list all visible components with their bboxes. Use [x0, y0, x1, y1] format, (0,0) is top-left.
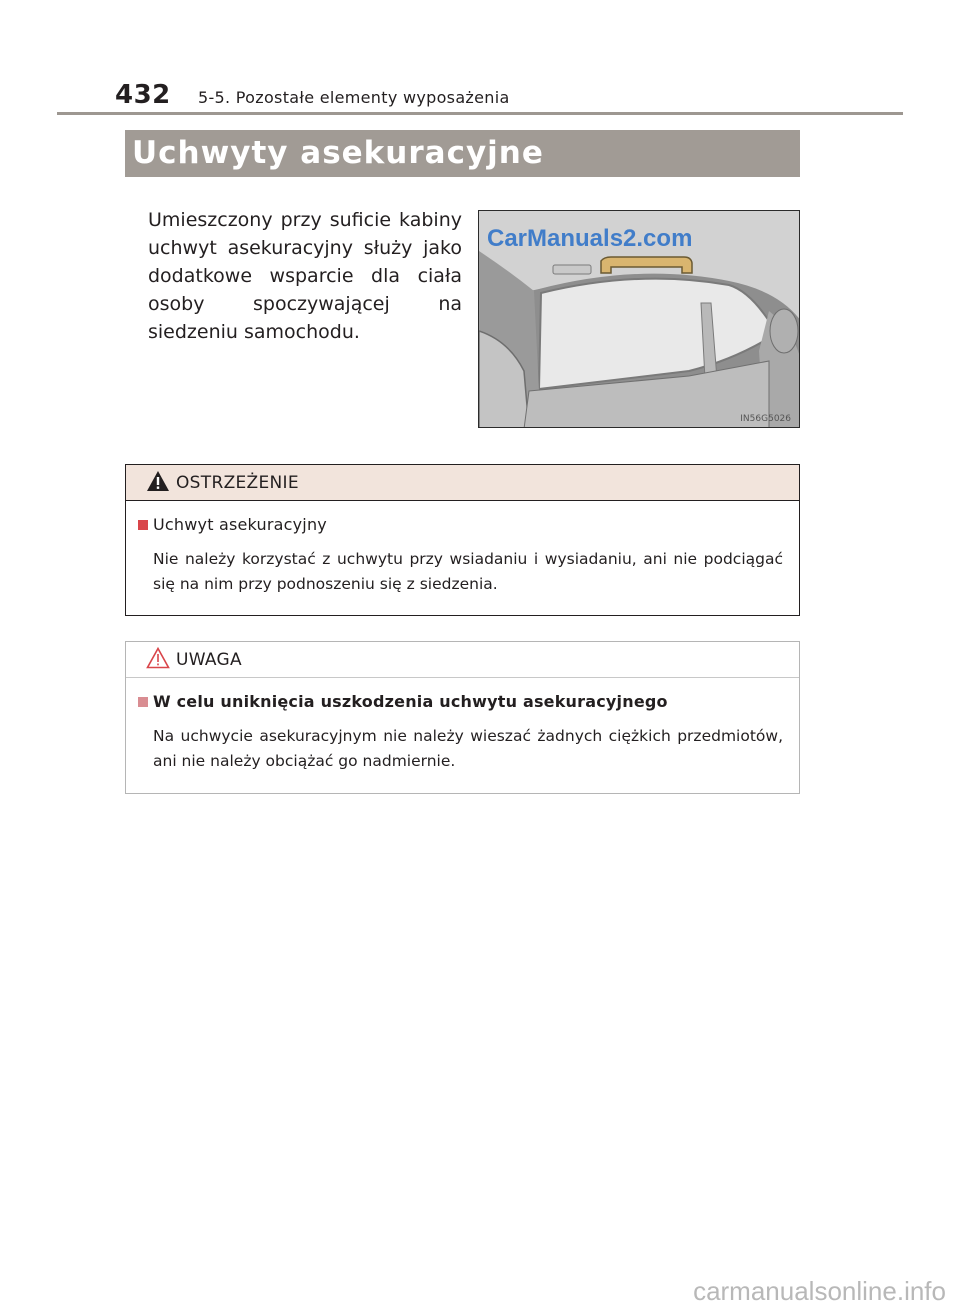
warning-header: [126, 465, 799, 501]
footer-watermark: carmanualsonline.info: [693, 1276, 946, 1306]
notice-item: [126, 692, 799, 714]
notice-bullet: [138, 697, 148, 707]
caution-triangle-icon: [146, 647, 170, 669]
intro-paragraph: Umieszczony przy suficie kabiny uchwyt asekuracyjny służy jako dodatkowe wsparcie dla ciała osoby spoczywającej na siedzeniu samochodu.: [148, 209, 462, 343]
warning-item-title: Uchwyt asekuracyjny: [153, 515, 327, 534]
figure-watermark: CarManuals2.com: [487, 225, 693, 252]
assist-grip-figure: [478, 210, 800, 428]
figure-code: IN56G5026: [740, 414, 791, 424]
header-rule: [57, 112, 903, 115]
notice-label: UWAGA: [176, 650, 242, 670]
page-number: 432: [115, 80, 171, 110]
warning-triangle-icon: [146, 470, 170, 492]
warning-item-body: Nie należy korzystać z uchwytu przy wsiadaniu i wysiadaniu, ani nie podciągać się na nim przy podnoszeniu się z siedzenia.: [153, 550, 783, 593]
warning-bullet: [138, 520, 148, 530]
page-title: Uchwyty asekuracyjne: [132, 135, 544, 171]
warning-label: OSTRZEŻENIE: [176, 473, 299, 493]
notice-header: [126, 642, 799, 678]
warning-box: [125, 464, 800, 616]
notice-item-body: Na uchwycie asekuracyjnym nie należy wieszać żadnych ciężkich przedmiotów, ani nie należy obciążać go nadmiernie.: [153, 727, 783, 770]
warning-item: [126, 515, 799, 537]
notice-item-title: W celu uniknięcia uszkodzenia uchwytu asekuracyjnego: [153, 692, 668, 711]
title-bar: [125, 130, 800, 177]
section-header: 5-5. Pozostałe elementy wyposażenia: [198, 88, 510, 107]
notice-box: [125, 641, 800, 794]
